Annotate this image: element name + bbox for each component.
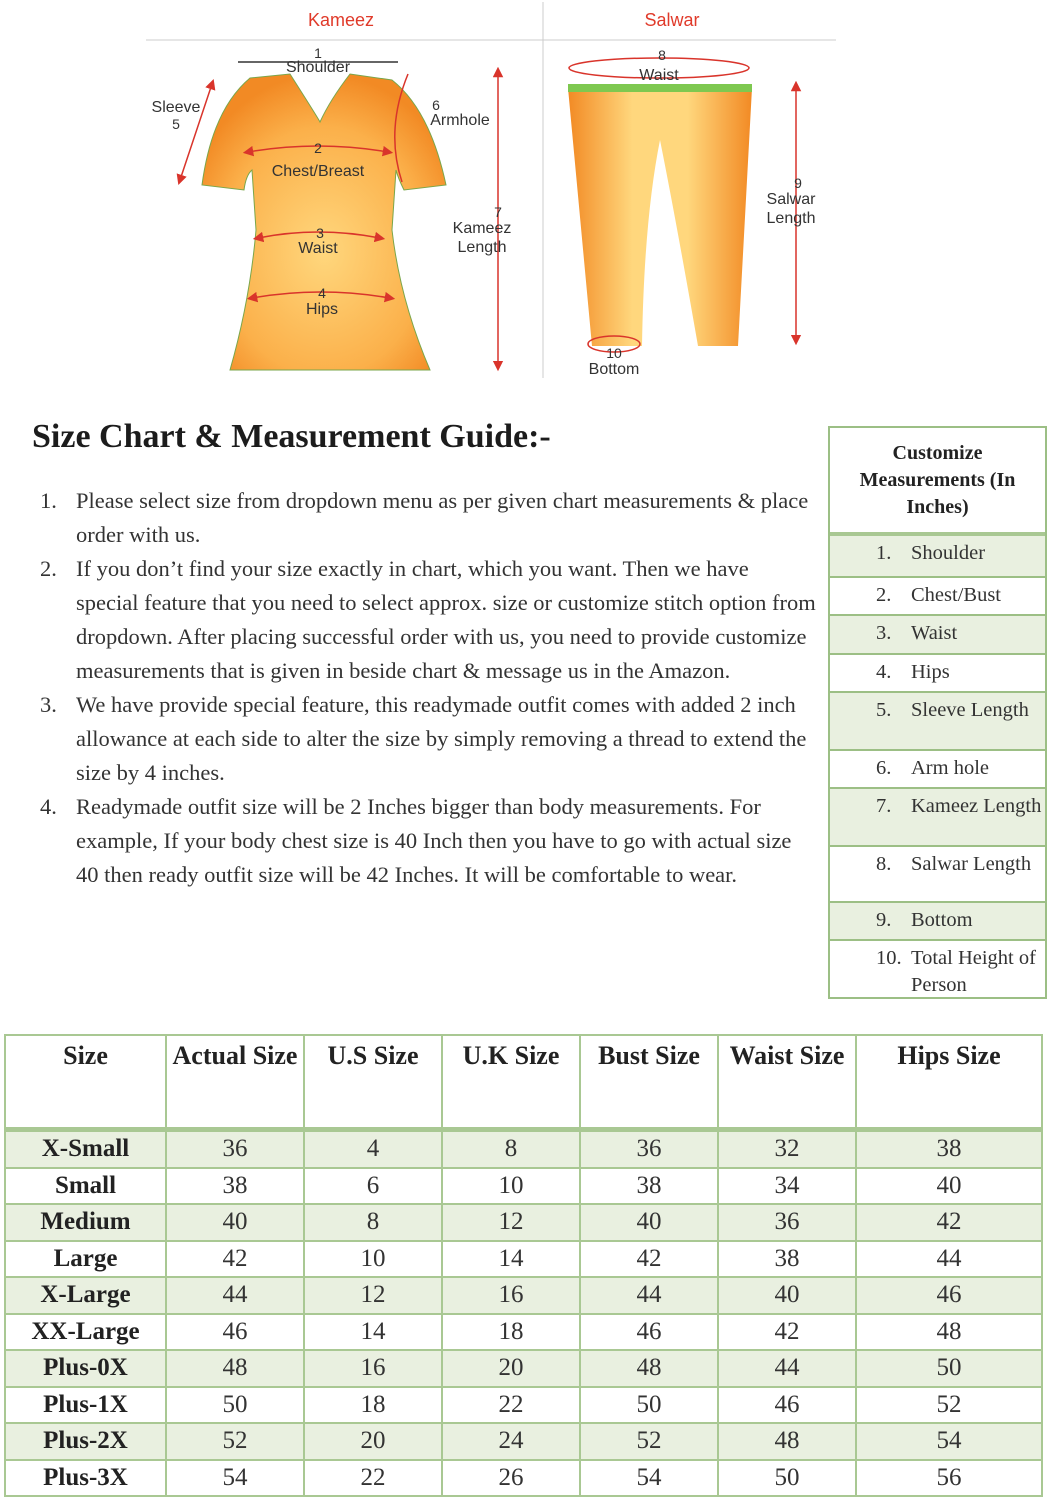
- table-cell: 44: [718, 1350, 856, 1387]
- salwar-length-label-1: Salwar: [766, 191, 816, 208]
- customize-item-label: Sleeve Length: [911, 699, 1029, 721]
- guide-item-text: Please select size from dropdown menu as per given chart measurements & place order with us.: [76, 488, 809, 547]
- guide-item-number: 1.: [40, 488, 57, 513]
- customize-item: [830, 655, 1045, 693]
- table-cell: 36: [166, 1130, 304, 1168]
- table-cell: 22: [304, 1460, 442, 1497]
- table-cell: 42: [718, 1314, 856, 1351]
- table-cell: 52: [580, 1423, 718, 1460]
- customize-item: [830, 847, 1045, 903]
- table-cell: 40: [856, 1168, 1042, 1205]
- table-cell: 20: [442, 1350, 580, 1387]
- table-cell: 44: [580, 1277, 718, 1314]
- customize-item-number: 8.: [876, 853, 892, 875]
- table-cell: 16: [442, 1277, 580, 1314]
- guide-item-text: We have provide special feature, this readymade outfit comes with added 2 inch allowance at each side to alter the size by simply removing a thread to extend the size by 4 inches.: [76, 692, 807, 785]
- table-cell: 38: [580, 1168, 718, 1205]
- bust-size-column-header: Bust Size: [580, 1035, 718, 1130]
- guide-item: [36, 790, 816, 892]
- hips-number: 4: [318, 285, 326, 301]
- size-name-cell: Plus-3X: [5, 1460, 166, 1497]
- table-cell: 10: [442, 1168, 580, 1205]
- size-name-cell: Medium: [5, 1204, 166, 1241]
- customize-item-label: Arm hole: [911, 757, 989, 779]
- customize-item-number: 10.: [876, 947, 902, 969]
- table-cell: 54: [166, 1460, 304, 1497]
- customize-item-number: 1.: [876, 542, 892, 564]
- table-cell: 50: [856, 1350, 1042, 1387]
- customize-item: [830, 751, 1045, 789]
- size-chart-table: [4, 1034, 1043, 1497]
- customize-item: [830, 903, 1045, 941]
- table-cell: 42: [166, 1241, 304, 1278]
- size-name-cell: XX-Large: [5, 1314, 166, 1351]
- size-column-header: Size: [5, 1035, 166, 1130]
- table-row: [5, 1460, 1042, 1497]
- table-cell: 52: [166, 1423, 304, 1460]
- table-cell: 44: [856, 1241, 1042, 1278]
- customize-title: Customize Measurements (In Inches): [830, 428, 1045, 536]
- guide-item-text: Readymade outfit size will be 2 Inches bigger than body measurements. For example, If your body chest size is 40 Inch then you have to go with actual size 40 then ready outfit size will be 42 Inches. It will be comfortable to wear.: [76, 794, 792, 887]
- customize-item-label: Shoulder: [911, 542, 986, 564]
- size-name-cell: Plus-0X: [5, 1350, 166, 1387]
- customize-item: [830, 941, 1045, 1003]
- guide-item: [36, 484, 816, 552]
- table-cell: 46: [580, 1314, 718, 1351]
- measurement-diagram: [0, 0, 1053, 390]
- table-cell: 56: [856, 1460, 1042, 1497]
- salwar-length-number: 9: [794, 175, 802, 191]
- uk-size-column-header: U.K Size: [442, 1035, 580, 1130]
- table-row: [5, 1314, 1042, 1351]
- table-cell: 6: [304, 1168, 442, 1205]
- customize-item-label: Chest/Bust: [911, 584, 1001, 606]
- table-cell: 18: [442, 1314, 580, 1351]
- customize-item-label: Salwar Length: [911, 853, 1032, 875]
- table-cell: 50: [580, 1387, 718, 1424]
- table-cell: 42: [856, 1204, 1042, 1241]
- guide-item: [36, 552, 816, 688]
- table-cell: 52: [856, 1387, 1042, 1424]
- customize-item: [830, 536, 1045, 578]
- table-cell: 4: [304, 1130, 442, 1168]
- shoulder-number: 1: [314, 45, 322, 61]
- table-cell: 38: [718, 1241, 856, 1278]
- table-cell: 54: [580, 1460, 718, 1497]
- table-cell: 54: [856, 1423, 1042, 1460]
- salwar-waist-label: Waist: [639, 67, 679, 84]
- size-name-cell: Plus-2X: [5, 1423, 166, 1460]
- waist-label: Waist: [298, 240, 338, 257]
- table-row: [5, 1387, 1042, 1424]
- customize-measurements-box: [828, 426, 1047, 999]
- customize-item-label: Kameez Length: [911, 795, 1042, 817]
- table-cell: 32: [718, 1130, 856, 1168]
- customize-item-number: 4.: [876, 661, 892, 683]
- sleeve-label: Sleeve: [151, 99, 201, 116]
- chest-label: Chest/Breast: [271, 163, 365, 180]
- table-cell: 8: [442, 1130, 580, 1168]
- table-cell: 48: [166, 1350, 304, 1387]
- table-cell: 34: [718, 1168, 856, 1205]
- table-cell: 18: [304, 1387, 442, 1424]
- customize-item-number: 6.: [876, 757, 892, 779]
- table-cell: 48: [718, 1423, 856, 1460]
- sleeve-number: 5: [172, 116, 180, 132]
- table-cell: 22: [442, 1387, 580, 1424]
- customize-item: [830, 578, 1045, 616]
- guide-list: [36, 484, 816, 892]
- kameez-length-label-2: Length: [457, 239, 507, 256]
- table-cell: 42: [580, 1241, 718, 1278]
- measurement-diagram-svg: [0, 0, 1053, 390]
- waist-number: 3: [316, 225, 324, 241]
- guide-item-number: 3.: [40, 692, 57, 717]
- customize-item-number: 5.: [876, 699, 892, 721]
- customize-item-label: Waist: [911, 622, 958, 644]
- table-row: [5, 1130, 1042, 1168]
- table-cell: 38: [166, 1168, 304, 1205]
- customize-item: [830, 616, 1045, 655]
- table-cell: 40: [166, 1204, 304, 1241]
- table-cell: 46: [166, 1314, 304, 1351]
- size-name-cell: Small: [5, 1168, 166, 1205]
- guide-item-text: If you don’t find your size exactly in chart, which you want. Then we have special feature that you need to select approx. size or customize stitch option from dropdown. After placing successful order with us, you need to provide customize measurements that is given in beside chart & message us in the Amazon.: [76, 556, 816, 683]
- kameez-length-label-1: Kameez: [452, 220, 512, 237]
- table-cell: 12: [442, 1204, 580, 1241]
- size-name-cell: Large: [5, 1241, 166, 1278]
- table-cell: 20: [304, 1423, 442, 1460]
- table-cell: 46: [718, 1387, 856, 1424]
- guide-title: Size Chart & Measurement Guide:-: [32, 418, 551, 455]
- table-cell: 50: [718, 1460, 856, 1497]
- salwar-heading: Salwar: [644, 10, 700, 30]
- bottom-number: 10: [606, 345, 622, 361]
- guide-item: [36, 688, 816, 790]
- size-name-cell: Plus-1X: [5, 1387, 166, 1424]
- salwar-length-label-2: Length: [766, 210, 816, 227]
- customize-item-label: Hips: [911, 661, 950, 683]
- table-cell: 14: [304, 1314, 442, 1351]
- table-cell: 24: [442, 1423, 580, 1460]
- guide-item-number: 2.: [40, 556, 57, 581]
- size-table-body: [5, 1130, 1042, 1497]
- table-cell: 14: [442, 1241, 580, 1278]
- chest-number: 2: [314, 140, 322, 156]
- kameez-length-number: 7: [494, 204, 502, 220]
- customize-item: [830, 693, 1045, 751]
- customize-item-number: 9.: [876, 909, 892, 931]
- table-cell: 50: [166, 1387, 304, 1424]
- salwar-shape: [568, 88, 752, 346]
- table-cell: 48: [580, 1350, 718, 1387]
- size-table-header-row: [5, 1035, 1042, 1130]
- table-row: [5, 1423, 1042, 1460]
- kameez-shape: [202, 74, 446, 370]
- table-cell: 40: [718, 1277, 856, 1314]
- customize-item-label: Total Height of Person: [911, 947, 1036, 996]
- table-row: [5, 1204, 1042, 1241]
- customize-item-number: 7.: [876, 795, 892, 817]
- bottom-label: Bottom: [588, 361, 640, 378]
- customize-item-number: 3.: [876, 622, 892, 644]
- table-row: [5, 1168, 1042, 1205]
- table-cell: 46: [856, 1277, 1042, 1314]
- table-cell: 10: [304, 1241, 442, 1278]
- table-cell: 36: [718, 1204, 856, 1241]
- waist-size-column-header: Waist Size: [718, 1035, 856, 1130]
- hips-label: Hips: [305, 301, 339, 318]
- table-cell: 38: [856, 1130, 1042, 1168]
- table-cell: 48: [856, 1314, 1042, 1351]
- table-cell: 26: [442, 1460, 580, 1497]
- table-cell: 12: [304, 1277, 442, 1314]
- kameez-heading: Kameez: [307, 10, 375, 30]
- armhole-number: 6: [432, 97, 440, 113]
- table-row: [5, 1277, 1042, 1314]
- size-name-cell: X-Large: [5, 1277, 166, 1314]
- table-cell: 16: [304, 1350, 442, 1387]
- shoulder-label: Shoulder: [285, 59, 351, 76]
- table-cell: 44: [166, 1277, 304, 1314]
- salwar-waistband: [568, 84, 752, 92]
- armhole-label: Armhole: [430, 112, 490, 129]
- table-row: [5, 1241, 1042, 1278]
- customize-item: [830, 789, 1045, 847]
- table-cell: 36: [580, 1130, 718, 1168]
- salwar-waist-number: 8: [658, 47, 666, 63]
- hips-size-column-header: Hips Size: [856, 1035, 1042, 1130]
- us-size-column-header: U.S Size: [304, 1035, 442, 1130]
- size-name-cell: X-Small: [5, 1130, 166, 1168]
- guide-item-number: 4.: [40, 794, 57, 819]
- table-cell: 40: [580, 1204, 718, 1241]
- table-cell: 8: [304, 1204, 442, 1241]
- table-row: [5, 1350, 1042, 1387]
- customize-item-number: 2.: [876, 584, 892, 606]
- customize-item-label: Bottom: [911, 909, 973, 931]
- actual-size-column-header: Actual Size: [166, 1035, 304, 1130]
